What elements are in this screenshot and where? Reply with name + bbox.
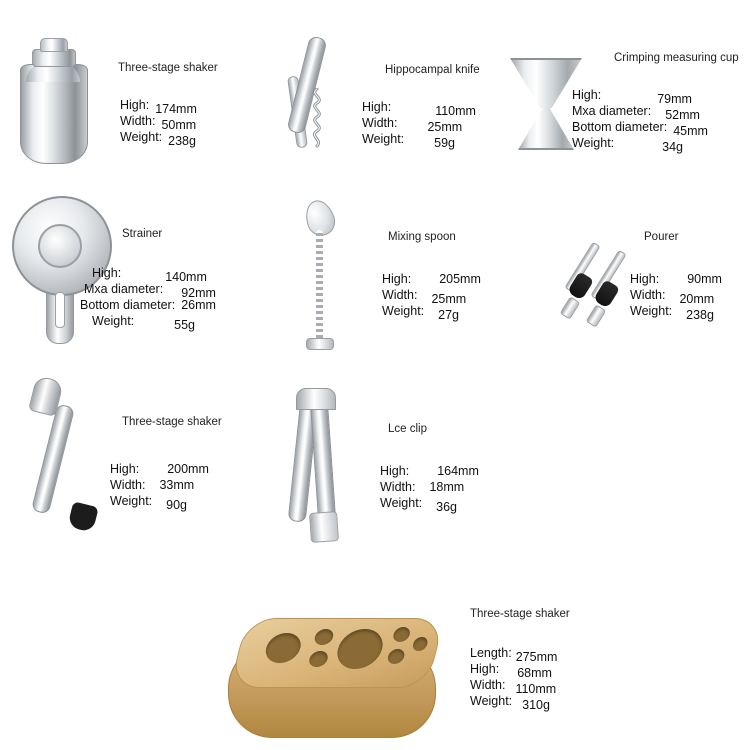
spec-row xyxy=(470,678,557,696)
muddler-rubber-foot-shape xyxy=(67,501,99,533)
spec-label: Width: xyxy=(470,678,506,692)
spoon-foot-shape xyxy=(306,338,334,350)
product-specs-strainer xyxy=(80,266,216,332)
spec-label: High: xyxy=(362,100,392,114)
product-specs-ice-clip xyxy=(380,464,479,512)
product-title: Crimping measuring cup xyxy=(614,52,739,64)
strainer-inner-ring-shape xyxy=(38,224,82,268)
spec-value: 27g xyxy=(438,308,460,322)
product-label-corkscrew xyxy=(385,64,480,76)
stand-hole xyxy=(308,651,330,667)
product-label-shaker xyxy=(118,62,218,74)
spec-label: Width: xyxy=(380,480,416,494)
spec-label: Width: xyxy=(382,288,418,302)
spec-row xyxy=(362,100,476,118)
product-title: Mixing spoon xyxy=(388,231,456,243)
spec-value: 110mm xyxy=(435,104,476,118)
spec-row xyxy=(362,116,476,134)
spec-label: Width: xyxy=(120,114,156,128)
ice-clip-jaw-shape xyxy=(309,511,339,543)
spec-row xyxy=(362,132,476,150)
spec-row xyxy=(572,136,708,154)
spec-row xyxy=(80,298,216,312)
spec-label: Weight: xyxy=(110,494,153,508)
product-label-muddler xyxy=(122,416,222,428)
spec-value: 238g xyxy=(686,308,714,322)
spec-label: Weight: xyxy=(120,130,163,144)
spec-row xyxy=(630,288,722,306)
spec-row xyxy=(84,282,216,300)
spec-label: Width: xyxy=(630,288,666,302)
spec-label: Weight: xyxy=(92,314,135,328)
spec-row xyxy=(380,480,479,494)
spec-value: 174mm xyxy=(155,102,197,116)
jigger-bottom-cone-shape xyxy=(518,106,574,150)
spec-value: 52mm xyxy=(665,108,700,122)
spec-value: 90mm xyxy=(687,272,722,286)
spec-value: 55g xyxy=(174,318,196,332)
spec-row xyxy=(470,662,557,680)
spec-label: Length: xyxy=(470,646,512,660)
ice-clip-right-arm-shape xyxy=(310,400,336,523)
spec-value: 33mm xyxy=(159,478,195,492)
spec-value: 25mm xyxy=(431,292,467,306)
spec-label: Width: xyxy=(110,478,146,492)
product-label-mixing-spoon xyxy=(388,231,456,243)
spec-row xyxy=(630,272,722,286)
spec-row xyxy=(630,304,722,322)
spec-label: High: xyxy=(120,98,150,112)
spec-row xyxy=(84,266,216,284)
spec-label: High: xyxy=(110,462,140,476)
product-label-stand xyxy=(470,608,570,620)
spec-label: Weight: xyxy=(362,132,405,146)
spec-row xyxy=(110,462,209,476)
spec-row xyxy=(470,646,558,664)
product-image-stand xyxy=(228,618,434,738)
spec-value: 36g xyxy=(436,500,458,514)
spec-label: Width: xyxy=(362,116,398,130)
spec-value: 59g xyxy=(434,136,456,150)
product-title: Three-stage shaker xyxy=(118,62,218,74)
product-title: Pourer xyxy=(644,231,679,243)
ice-clip-hinge-shape xyxy=(296,388,336,410)
product-specs-muddler xyxy=(110,462,209,510)
strainer-slot-shape xyxy=(55,292,65,328)
spec-value: 238g xyxy=(168,134,196,148)
product-specs-pourer xyxy=(630,272,722,320)
product-image-shaker xyxy=(18,38,128,178)
stand-hole xyxy=(333,629,387,669)
shaker-cap-shape xyxy=(40,38,68,52)
spec-value: 200mm xyxy=(167,462,209,476)
product-title: Three-stage shaker xyxy=(470,608,570,620)
stand-hole xyxy=(386,649,406,664)
spec-row xyxy=(572,88,708,106)
spec-label: Weight: xyxy=(382,304,425,318)
spec-row xyxy=(110,478,209,492)
spec-row xyxy=(120,114,197,132)
stand-hole xyxy=(392,627,412,642)
spec-value: 205mm xyxy=(439,272,481,286)
spec-value: 25mm xyxy=(427,120,463,134)
spec-value: 45mm xyxy=(673,124,708,138)
spoon-twisted-stem-shape xyxy=(316,230,323,340)
spec-value: 20mm xyxy=(679,292,715,306)
spec-label: Bottom diameter: xyxy=(572,120,668,134)
spec-value: 275mm xyxy=(515,650,558,664)
spec-row xyxy=(382,288,481,306)
product-label-strainer xyxy=(122,228,162,240)
product-image-mixing-spoon xyxy=(300,200,340,350)
spec-label: High: xyxy=(470,662,500,676)
spec-label: Weight: xyxy=(470,694,513,708)
product-title: Strainer xyxy=(122,228,163,240)
product-specs-jigger xyxy=(572,88,708,152)
spec-row xyxy=(572,104,708,122)
spec-row xyxy=(120,98,197,116)
spec-label: High: xyxy=(572,88,602,102)
spec-value: 110mm xyxy=(515,682,557,696)
spec-row xyxy=(572,120,708,138)
product-specs-mixing-spoon xyxy=(382,272,481,320)
stand-hole xyxy=(411,637,428,651)
spec-label: High: xyxy=(92,266,122,280)
corkscrew-helix-shape xyxy=(308,88,326,150)
spec-value: 90g xyxy=(166,498,188,512)
product-specs-corkscrew xyxy=(362,100,476,148)
product-image-ice-clip xyxy=(288,382,348,552)
spec-label: High: xyxy=(380,464,410,478)
spec-value: 26mm xyxy=(181,298,216,312)
spec-row xyxy=(382,304,481,322)
spec-value: 164mm xyxy=(437,464,479,478)
spec-row xyxy=(470,694,557,712)
spec-label: Weight: xyxy=(630,304,673,318)
spec-label: Mxa diameter: xyxy=(572,104,652,118)
product-label-ice-clip xyxy=(388,423,427,435)
product-title: Three-stage shaker xyxy=(122,416,222,428)
spec-label: Weight: xyxy=(572,136,615,150)
spec-label: High: xyxy=(382,272,412,286)
spec-value: 68mm xyxy=(517,666,552,680)
spec-label: Weight: xyxy=(380,496,423,510)
spec-value: 92mm xyxy=(181,286,216,300)
spec-row xyxy=(120,130,197,148)
product-specs-shaker xyxy=(120,98,197,146)
spec-value: 18mm xyxy=(429,480,465,494)
spec-label: Mxa diameter: xyxy=(84,282,164,296)
product-specs-stand xyxy=(470,646,557,710)
product-title: Hippocampal knife xyxy=(385,64,480,76)
spec-value: 310g xyxy=(522,698,550,712)
spec-value: 50mm xyxy=(161,118,197,132)
stand-hole xyxy=(263,633,304,663)
spec-value: 34g xyxy=(662,140,684,154)
spec-label: High: xyxy=(630,272,660,286)
spec-row xyxy=(380,464,479,478)
spec-row xyxy=(110,494,209,512)
stand-hole xyxy=(313,629,335,645)
spec-row xyxy=(380,496,479,514)
product-label-pourer xyxy=(644,231,679,243)
spec-value: 140mm xyxy=(165,270,207,284)
pourer-tip-shape xyxy=(586,304,607,327)
product-title: Lce clip xyxy=(388,423,427,435)
muddler-shaft-shape xyxy=(31,403,75,514)
stand-top-plate-shape xyxy=(229,618,444,688)
spec-row xyxy=(382,272,481,286)
product-image-muddler xyxy=(22,378,122,548)
product-label-jigger xyxy=(614,52,739,64)
spec-row xyxy=(84,314,216,332)
product-image-corkscrew xyxy=(282,32,362,172)
spec-value: 79mm xyxy=(657,92,692,106)
pourer-tip-shape xyxy=(560,296,581,319)
spec-label: Bottom diameter: xyxy=(80,298,176,312)
